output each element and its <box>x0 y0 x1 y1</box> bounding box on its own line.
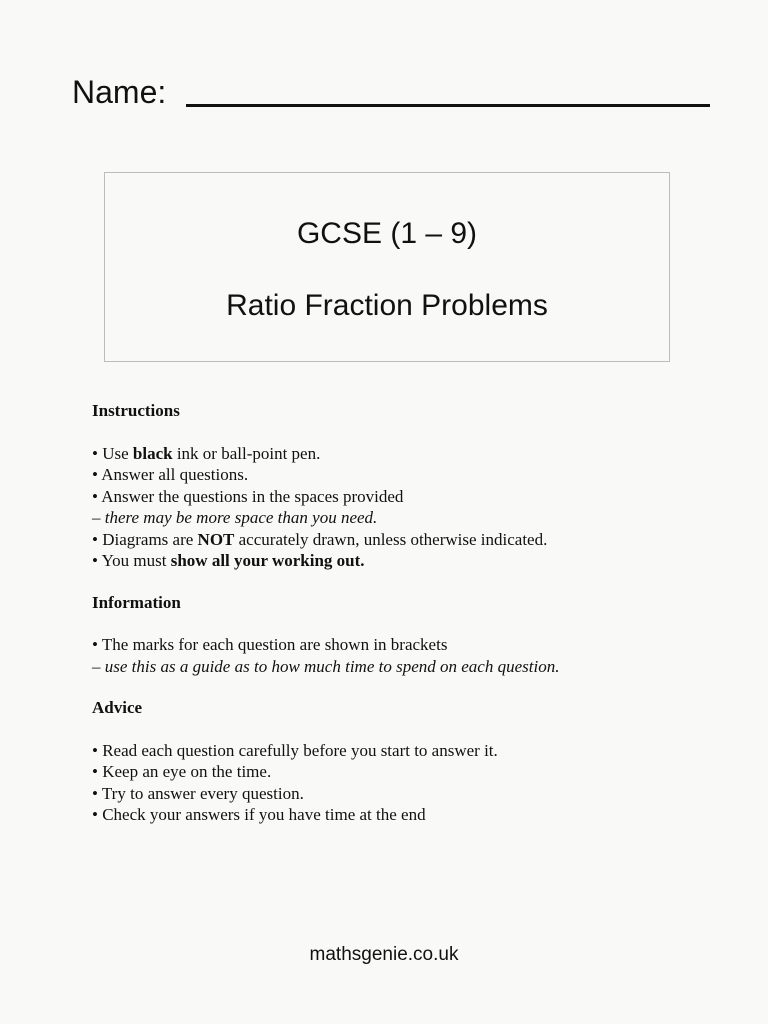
instruction-item: • Answer all questions. <box>92 465 249 484</box>
information-list <box>92 634 732 677</box>
advice-item: • Try to answer every question. <box>92 783 304 803</box>
instruction-item: • Use black ink or ball-point pen. <box>92 443 321 463</box>
information-heading: Information <box>92 592 181 612</box>
advice-item: • Read each question carefully before you start to answer it. <box>92 740 498 760</box>
name-write-line[interactable] <box>186 104 710 107</box>
worksheet-title: Ratio Fraction Problems <box>226 289 548 322</box>
name-label: Name: <box>72 74 167 110</box>
exam-level-title: GCSE (1 – 9) <box>296 217 478 250</box>
footer-website: mathsgenie.co.uk <box>309 944 459 965</box>
instructions-content <box>92 400 732 846</box>
instructions-heading: Instructions <box>92 401 180 420</box>
instruction-note: – there may be more space than you need. <box>92 508 378 527</box>
advice-list <box>92 740 732 826</box>
advice-heading: Advice <box>92 698 143 717</box>
instruction-item: • Diagrams are NOT accurately drawn, unless otherwise indicated. <box>92 529 548 549</box>
instruction-item: • Answer the questions in the spaces provided <box>92 486 404 506</box>
advice-item: • Keep an eye on the time. <box>92 762 272 781</box>
title-box <box>104 172 670 362</box>
information-item: • The marks for each question are shown in brackets <box>92 635 448 654</box>
instruction-item: • You must show all your working out. <box>92 551 365 570</box>
information-note: – use this as a guide as to how much time to spend on each question. <box>92 656 560 676</box>
advice-item: • Check your answers if you have time at the end <box>92 805 426 824</box>
instructions-list <box>92 443 732 572</box>
